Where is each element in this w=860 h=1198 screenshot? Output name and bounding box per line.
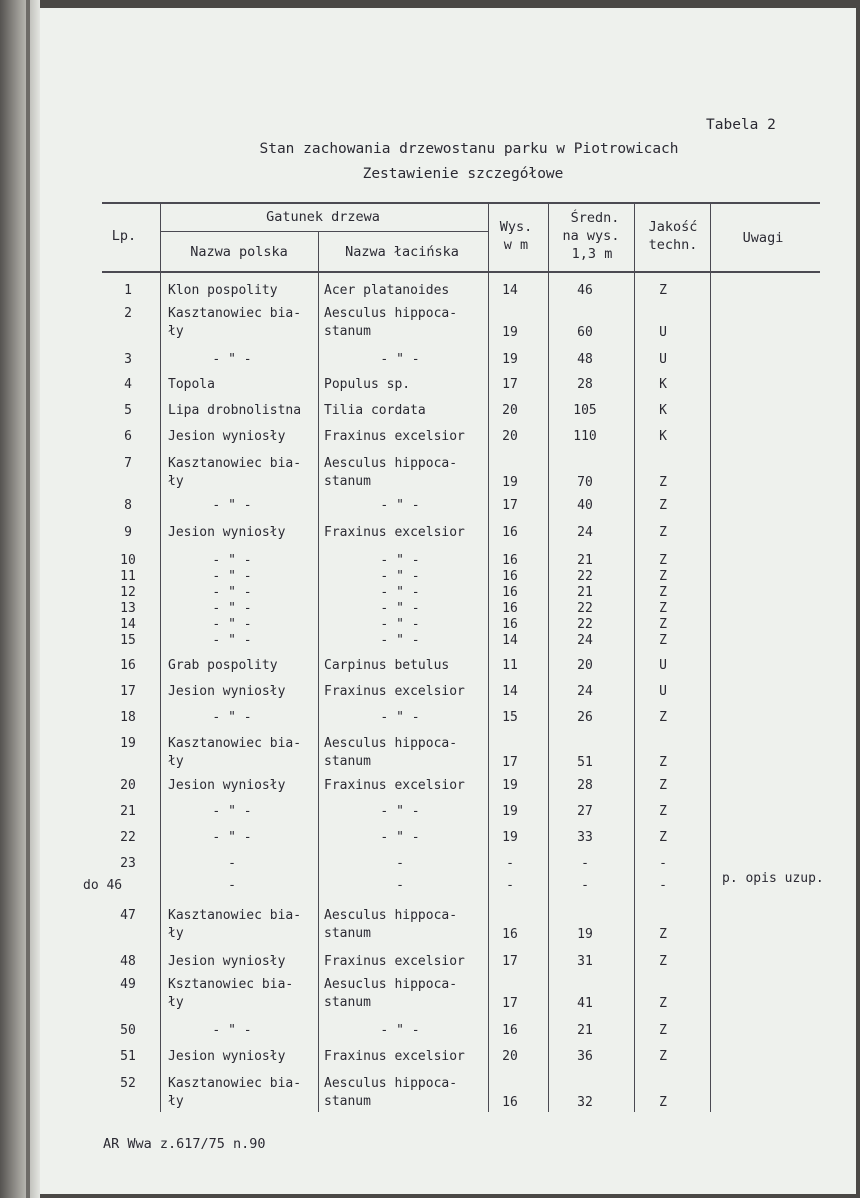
page-subtitle: Zestawienie szczegółowe xyxy=(362,166,564,182)
binder-edge xyxy=(26,0,30,1198)
row-lp: 47 xyxy=(120,908,136,923)
header-sredn-line3: 1,3 m xyxy=(571,246,613,262)
header-top-rule xyxy=(102,202,820,204)
row-nazwa-lacinska: Aesculus hippoca- xyxy=(324,456,458,471)
row-wysokosc: 11 xyxy=(502,658,518,673)
row-wysokosc: - xyxy=(506,878,514,893)
row-nazwa-polska: - " - xyxy=(212,352,252,367)
row-srednica: 110 xyxy=(573,429,597,444)
row-nazwa-polska: Jesion wyniosły xyxy=(168,429,286,444)
row-nazwa-polska: - xyxy=(228,878,236,893)
header-sredn-line2: na wys. xyxy=(562,228,620,244)
row-nazwa-polska: Jesion wyniosły xyxy=(168,954,286,969)
row-nazwa-lacinska: stanum xyxy=(324,474,371,489)
row-nazwa-lacinska: - " - xyxy=(380,710,420,725)
row-srednica: 60 xyxy=(577,325,593,340)
row-lp: 9 xyxy=(124,525,132,540)
header-jakosc-line2: techn. xyxy=(648,237,698,253)
row-nazwa-polska: Topola xyxy=(168,377,215,392)
row-jakosc: Z xyxy=(659,755,667,770)
row-nazwa-lacinska: Populus sp. xyxy=(324,377,411,392)
row-nazwa-lacinska: - " - xyxy=(380,1023,420,1038)
row-srednica: 24 xyxy=(577,633,593,648)
row-srednica: 26 xyxy=(577,710,593,725)
row-srednica: 22 xyxy=(577,617,593,632)
row-nazwa-lacinska: stanum xyxy=(324,754,371,769)
row-srednica: 46 xyxy=(577,283,593,298)
row-lp: 52 xyxy=(120,1076,136,1091)
row-jakosc: Z xyxy=(659,927,667,942)
header-nazwa-lacinska: Nazwa łacińska xyxy=(345,244,459,260)
row-nazwa-polska: Kasztanowiec bia- xyxy=(168,908,302,923)
row-nazwa-lacinska: - " - xyxy=(380,617,420,632)
row-lp: 19 xyxy=(120,736,136,751)
row-lp: 14 xyxy=(120,617,136,632)
row-srednica: 41 xyxy=(577,996,593,1011)
row-jakosc: Z xyxy=(659,525,667,540)
row-lp: 6 xyxy=(124,429,132,444)
row-nazwa-polska: - " - xyxy=(212,498,252,513)
row-nazwa-lacinska: Fraxinus excelsior xyxy=(324,1049,465,1064)
row-srednica: 28 xyxy=(577,778,593,793)
row-nazwa-lacinska: Aesculus hippoca- xyxy=(324,306,458,321)
row-nazwa-lacinska: - " - xyxy=(380,498,420,513)
row-lp: 8 xyxy=(124,498,132,513)
row-jakosc: Z xyxy=(659,633,667,648)
row-nazwa-lacinska: Fraxinus excelsior xyxy=(324,429,465,444)
row-srednica: 24 xyxy=(577,684,593,699)
row-nazwa-lacinska: stanum xyxy=(324,1094,371,1109)
row-nazwa-lacinska: - " - xyxy=(380,601,420,616)
row-nazwa-polska: ły xyxy=(168,995,184,1010)
row-wysokosc: - xyxy=(506,856,514,871)
row-wysokosc: 16 xyxy=(502,617,518,632)
row-lp: 10 xyxy=(120,553,136,568)
row-lp: 16 xyxy=(120,658,136,673)
row-nazwa-lacinska: Fraxinus excelsior xyxy=(324,684,465,699)
row-jakosc: Z xyxy=(659,954,667,969)
row-nazwa-polska: Jesion wyniosły xyxy=(168,684,286,699)
row-nazwa-polska: Jesion wyniosły xyxy=(168,1049,286,1064)
row-nazwa-lacinska: Aesculus hippoca- xyxy=(324,908,458,923)
row-lp: 2 xyxy=(124,306,132,321)
row-lp: 23 xyxy=(120,856,136,871)
column-rule xyxy=(548,202,549,1112)
archive-reference: AR Wwa z.617/75 n.90 xyxy=(103,1136,266,1152)
row-nazwa-polska: - " - xyxy=(212,633,252,648)
row-jakosc: U xyxy=(659,684,667,699)
row-srednica: 27 xyxy=(577,804,593,819)
row-srednica: 19 xyxy=(577,927,593,942)
row-nazwa-polska: - " - xyxy=(212,710,252,725)
row-jakosc: U xyxy=(659,352,667,367)
row-nazwa-polska: Kasztanowiec bia- xyxy=(168,1076,302,1091)
row-srednica: 22 xyxy=(577,569,593,584)
row-wysokosc: 20 xyxy=(502,429,518,444)
row-nazwa-polska: Kasztanowiec bia- xyxy=(168,736,302,751)
row-nazwa-lacinska: - " - xyxy=(380,633,420,648)
row-srednica: - xyxy=(581,878,589,893)
row-nazwa-lacinska: Fraxinus excelsior xyxy=(324,954,465,969)
row-lp: 22 xyxy=(120,830,136,845)
table-label: Tabela 2 xyxy=(706,117,776,133)
row-jakosc: Z xyxy=(659,830,667,845)
row-nazwa-polska: ły xyxy=(168,926,184,941)
row-wysokosc: 14 xyxy=(502,633,518,648)
row-wysokosc: 17 xyxy=(502,498,518,513)
header-bottom-rule xyxy=(102,271,820,273)
row-nazwa-polska: ły xyxy=(168,1094,184,1109)
header-gatunek: Gatunek drzewa xyxy=(266,209,380,225)
row-nazwa-lacinska: Carpinus betulus xyxy=(324,658,450,673)
row-uwagi: p. opis uzup. xyxy=(722,871,824,886)
row-srednica: - xyxy=(581,856,589,871)
row-lp: 5 xyxy=(124,403,132,418)
row-nazwa-lacinska: stanum xyxy=(324,324,371,339)
row-jakosc: Z xyxy=(659,804,667,819)
header-sredn-line1: Średn. xyxy=(570,210,620,226)
row-nazwa-polska: Ksztanowiec bia- xyxy=(168,977,294,992)
row-jakosc: K xyxy=(659,429,667,444)
row-jakosc: Z xyxy=(659,617,667,632)
row-srednica: 32 xyxy=(577,1095,593,1110)
row-nazwa-lacinska: - " - xyxy=(380,830,420,845)
row-lp: 13 xyxy=(120,601,136,616)
row-nazwa-polska: - xyxy=(228,856,236,871)
row-wysokosc: 19 xyxy=(502,352,518,367)
row-srednica: 70 xyxy=(577,475,593,490)
row-nazwa-polska: ły xyxy=(168,324,184,339)
row-nazwa-polska: Kasztanowiec bia- xyxy=(168,456,302,471)
row-lp: 1 xyxy=(124,283,132,298)
row-nazwa-polska: - " - xyxy=(212,617,252,632)
row-wysokosc: 16 xyxy=(502,525,518,540)
row-nazwa-lacinska: Acer platanoides xyxy=(324,283,450,298)
row-jakosc: K xyxy=(659,403,667,418)
row-nazwa-lacinska: Tilia cordata xyxy=(324,403,426,418)
column-rule xyxy=(634,202,635,1112)
row-wysokosc: 19 xyxy=(502,475,518,490)
row-nazwa-polska: - " - xyxy=(212,830,252,845)
row-jakosc: Z xyxy=(659,710,667,725)
row-lp: 3 xyxy=(124,352,132,367)
row-nazwa-polska: - " - xyxy=(212,585,252,600)
row-srednica: 21 xyxy=(577,1023,593,1038)
row-nazwa-lacinska: - " - xyxy=(380,585,420,600)
column-rule xyxy=(488,202,489,1112)
row-wysokosc: 20 xyxy=(502,403,518,418)
row-lp: 11 xyxy=(120,569,136,584)
row-srednica: 20 xyxy=(577,658,593,673)
row-wysokosc: 16 xyxy=(502,569,518,584)
page-title: Stan zachowania drzewostanu parku w Piotrowicach xyxy=(259,141,679,157)
row-lp: 50 xyxy=(120,1023,136,1038)
row-lp: 20 xyxy=(120,778,136,793)
row-lp: 49 xyxy=(120,977,136,992)
row-srednica: 40 xyxy=(577,498,593,513)
row-wysokosc: 16 xyxy=(502,927,518,942)
row-wysokosc: 16 xyxy=(502,1023,518,1038)
gatunek-subrule xyxy=(160,231,488,232)
row-jakosc: Z xyxy=(659,475,667,490)
row-wysokosc: 17 xyxy=(502,377,518,392)
row-wysokosc: 16 xyxy=(502,585,518,600)
row-nazwa-polska: Grab pospolity xyxy=(168,658,278,673)
row-nazwa-polska: Kasztanowiec bia- xyxy=(168,306,302,321)
row-lp: 51 xyxy=(120,1049,136,1064)
column-rule xyxy=(160,202,161,1112)
header-wys-line2: w m xyxy=(503,237,529,253)
row-lp: 7 xyxy=(124,456,132,471)
row-lp: 4 xyxy=(124,377,132,392)
row-srednica: 36 xyxy=(577,1049,593,1064)
row-nazwa-lacinska: - xyxy=(396,856,404,871)
binder-spine xyxy=(0,0,40,1198)
row-jakosc: - xyxy=(659,878,667,893)
row-nazwa-lacinska: - " - xyxy=(380,352,420,367)
row-jakosc: Z xyxy=(659,553,667,568)
row-srednica: 24 xyxy=(577,525,593,540)
row-jakosc: - xyxy=(659,856,667,871)
row-nazwa-lacinska: - xyxy=(396,878,404,893)
header-nazwa-polska: Nazwa polska xyxy=(190,244,288,260)
row-nazwa-polska: - " - xyxy=(212,569,252,584)
row-jakosc: Z xyxy=(659,569,667,584)
header-uwagi: Uwagi xyxy=(742,230,784,246)
row-nazwa-lacinska: - " - xyxy=(380,569,420,584)
row-nazwa-polska: Jesion wyniosły xyxy=(168,525,286,540)
header-jakosc-line1: Jakość xyxy=(648,219,698,235)
row-wysokosc: 19 xyxy=(502,830,518,845)
header-wys-line1: Wys. xyxy=(499,219,533,235)
document-page xyxy=(40,8,856,1194)
row-jakosc: Z xyxy=(659,778,667,793)
row-nazwa-polska: ły xyxy=(168,474,184,489)
row-nazwa-polska: - " - xyxy=(212,553,252,568)
row-lp: 18 xyxy=(120,710,136,725)
row-jakosc: Z xyxy=(659,996,667,1011)
row-jakosc: Z xyxy=(659,1095,667,1110)
row-nazwa-polska: Lipa drobnolistna xyxy=(168,403,302,418)
row-wysokosc: 15 xyxy=(502,710,518,725)
row-nazwa-lacinska: - " - xyxy=(380,553,420,568)
row-srednica: 28 xyxy=(577,377,593,392)
row-nazwa-polska: - " - xyxy=(212,804,252,819)
row-jakosc: K xyxy=(659,377,667,392)
row-jakosc: Z xyxy=(659,601,667,616)
row-nazwa-lacinska: Fraxinus excelsior xyxy=(324,525,465,540)
row-srednica: 105 xyxy=(573,403,597,418)
column-rule xyxy=(318,231,319,1112)
row-srednica: 51 xyxy=(577,755,593,770)
row-srednica: 48 xyxy=(577,352,593,367)
row-lp: 21 xyxy=(120,804,136,819)
row-wysokosc: 19 xyxy=(502,325,518,340)
row-nazwa-lacinska: - " - xyxy=(380,804,420,819)
row-nazwa-polska: ły xyxy=(168,754,184,769)
row-wysokosc: 17 xyxy=(502,996,518,1011)
column-rule xyxy=(710,202,711,1112)
row-wysokosc: 16 xyxy=(502,553,518,568)
row-wysokosc: 14 xyxy=(502,684,518,699)
row-nazwa-lacinska: stanum xyxy=(324,926,371,941)
row-nazwa-polska: Klon pospolity xyxy=(168,283,278,298)
row-nazwa-lacinska: Aesculus hippoca- xyxy=(324,736,458,751)
row-wysokosc: 17 xyxy=(502,954,518,969)
row-lp: 48 xyxy=(120,954,136,969)
row-nazwa-lacinska: Aesuclus hippoca- xyxy=(324,977,458,992)
row-srednica: 33 xyxy=(577,830,593,845)
row-wysokosc: 14 xyxy=(502,283,518,298)
row-nazwa-lacinska: stanum xyxy=(324,995,371,1010)
row-srednica: 31 xyxy=(577,954,593,969)
row-lp: 15 xyxy=(120,633,136,648)
header-lp: Lp. xyxy=(111,228,137,244)
row-jakosc: Z xyxy=(659,1023,667,1038)
row-nazwa-polska: Jesion wyniosły xyxy=(168,778,286,793)
row-wysokosc: 16 xyxy=(502,601,518,616)
row-wysokosc: 16 xyxy=(502,1095,518,1110)
row-jakosc: Z xyxy=(659,1049,667,1064)
row-jakosc: U xyxy=(659,658,667,673)
row-jakosc: Z xyxy=(659,283,667,298)
row-jakosc: Z xyxy=(659,498,667,513)
row-lp: 17 xyxy=(120,684,136,699)
row-nazwa-polska: - " - xyxy=(212,601,252,616)
row-lp: 12 xyxy=(120,585,136,600)
row-wysokosc: 17 xyxy=(502,755,518,770)
row-wysokosc: 19 xyxy=(502,804,518,819)
row-wysokosc: 19 xyxy=(502,778,518,793)
row-lp: do 46 xyxy=(83,878,123,893)
row-wysokosc: 20 xyxy=(502,1049,518,1064)
row-srednica: 21 xyxy=(577,553,593,568)
row-nazwa-polska: - " - xyxy=(212,1023,252,1038)
row-srednica: 22 xyxy=(577,601,593,616)
row-jakosc: Z xyxy=(659,585,667,600)
row-nazwa-lacinska: Fraxinus excelsior xyxy=(324,778,465,793)
row-srednica: 21 xyxy=(577,585,593,600)
row-jakosc: U xyxy=(659,325,667,340)
row-nazwa-lacinska: Aesculus hippoca- xyxy=(324,1076,458,1091)
